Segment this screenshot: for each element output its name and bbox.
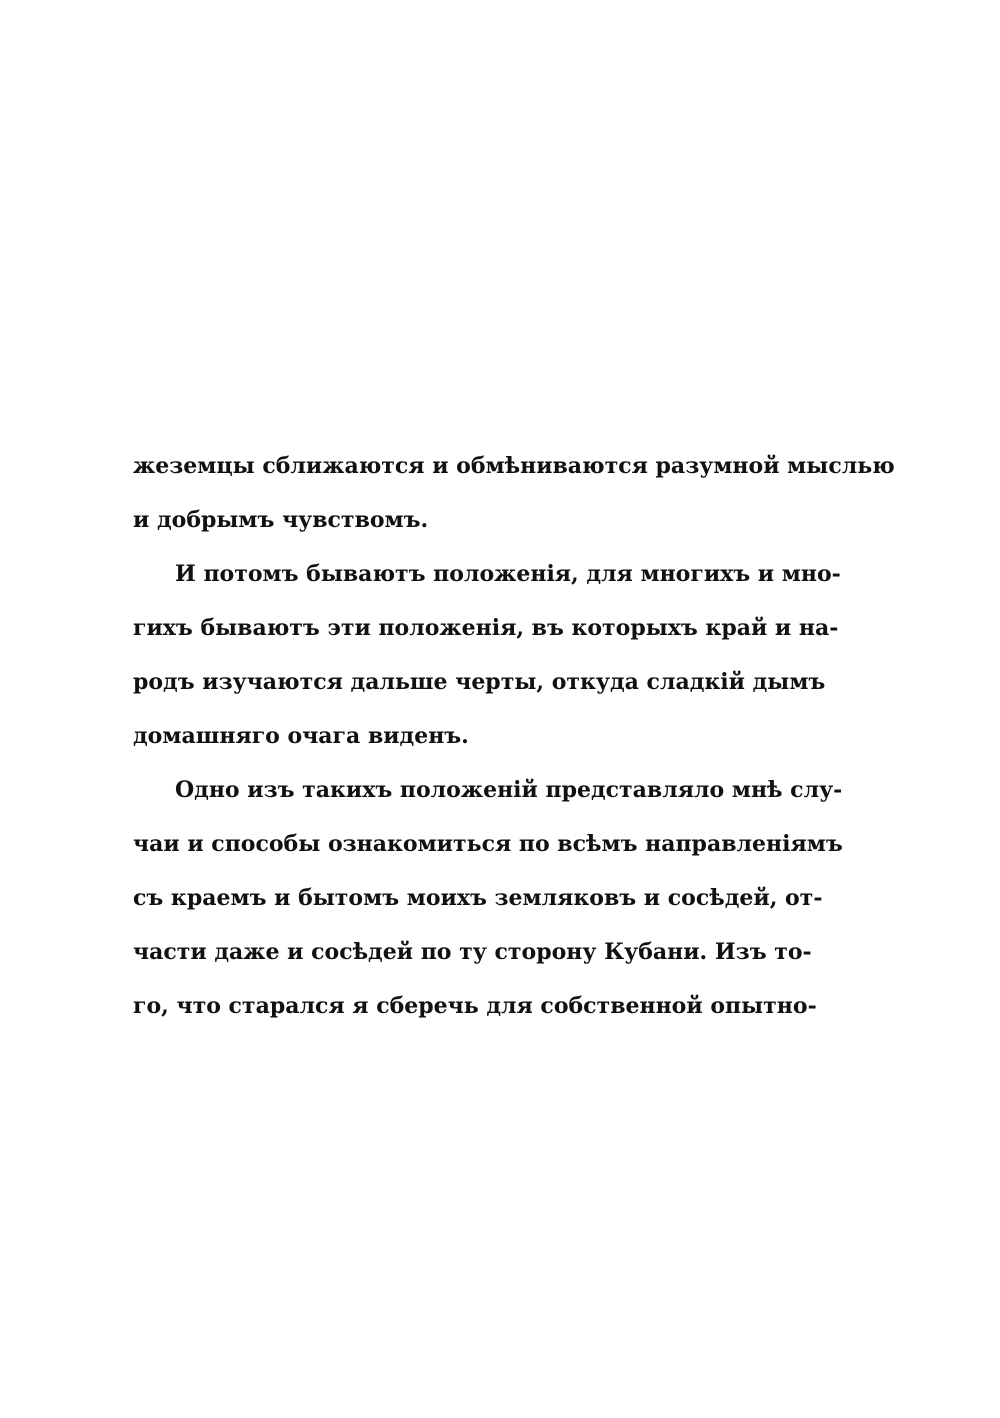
text-line: и добрымъ чувствомъ. <box>133 507 429 533</box>
text-line: гихъ бываютъ эти положенія, въ которыхъ край и на- <box>133 615 839 641</box>
body-text <box>133 449 895 1043</box>
text-line: чаи и способы ознакомиться по всѣмъ направленіямъ <box>133 831 843 857</box>
text-line: го, что старался я сберечь для собственной опытно- <box>133 993 817 1019</box>
text-line: Одно изъ такихъ положеній представляло мнѣ слу- <box>175 777 843 803</box>
text-line: И потомъ бываютъ положенія, для многихъ и мно- <box>175 561 841 587</box>
text-line: родъ изучаются дальше черты, откуда сладкій дымъ <box>133 669 826 695</box>
text-line: домашняго очага виденъ. <box>133 723 469 749</box>
text-line: жеземцы сближаются и обмѣниваются разумной мыслью <box>133 453 895 479</box>
text-line: части даже и сосѣдей по ту сторону Кубани. Изъ то- <box>133 939 812 965</box>
text-line: съ краемъ и бытомъ моихъ земляковъ и сосѣдей, от- <box>133 885 823 911</box>
